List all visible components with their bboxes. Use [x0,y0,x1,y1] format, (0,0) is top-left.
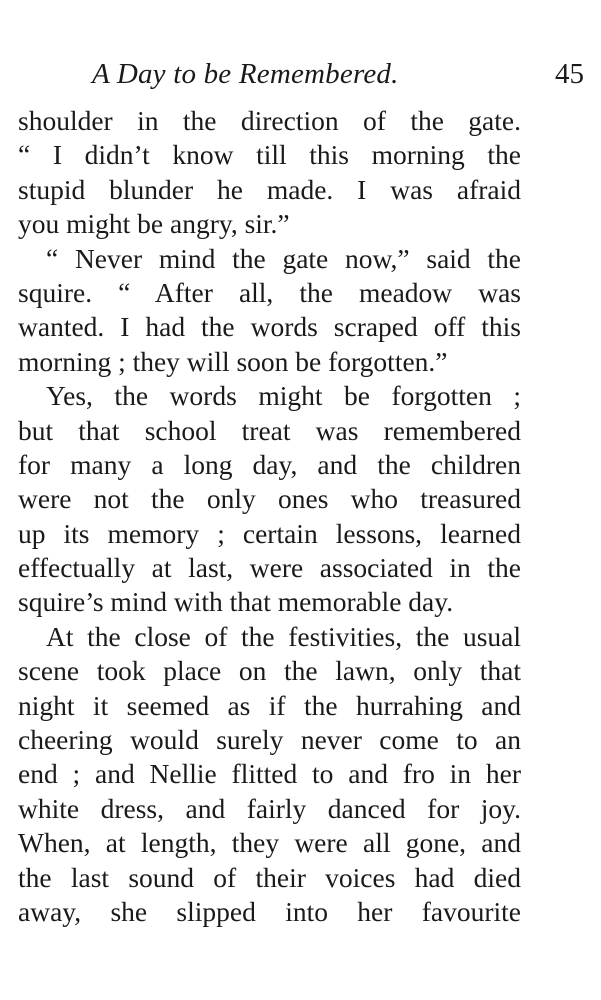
text-line: cheering would surely never come to an [18,724,521,756]
text-line: “ Never mind the gate now,” said the [46,242,521,274]
text-line: you might be angry, sir.” [18,208,290,240]
text-line: scene took place on the lawn, only that [18,655,521,687]
text-line: but that school treat was remembered [18,414,521,446]
text-line: shoulder in the direction of the gate. [18,105,521,136]
text-line: squire. “ After all, the meadow was [18,276,521,308]
text-line: “ I didn’t know till this morning the [18,139,521,171]
page-number: 45 [555,58,584,90]
running-title: A Day to be Remembered. [92,58,399,90]
text-line: effectually at last, were associated in the [18,552,521,584]
text-line: were not the only ones who treasured [18,483,521,515]
text-line: When, at length, they were all gone, and [18,827,521,859]
body-text [18,104,521,929]
text-line: away, she slipped into her favourite [18,895,521,927]
text-line: stupid blunder he made. I was afraid [18,173,521,205]
text-line: the last sound of their voices had died [18,861,521,893]
text-line: up its memory ; certain lessons, learned [18,517,521,549]
page-header [18,54,584,94]
text-line: squire’s mind with that memorable day. [18,586,454,618]
text-line: end ; and Nellie flitted to and fro in her [18,758,521,790]
text-line: At the close of the festivities, the usual [46,620,521,652]
text-line: white dress, and fairly danced for joy. [18,792,521,824]
text-line: for many a long day, and the children [18,448,521,480]
text-line: night it seemed as if the hurrahing and [18,689,521,721]
text-line: Yes, the words might be forgotten ; [46,380,521,412]
text-line: wanted. I had the words scraped off this [18,311,521,343]
text-line: morning ; they will soon be forgotten.” [18,345,448,377]
